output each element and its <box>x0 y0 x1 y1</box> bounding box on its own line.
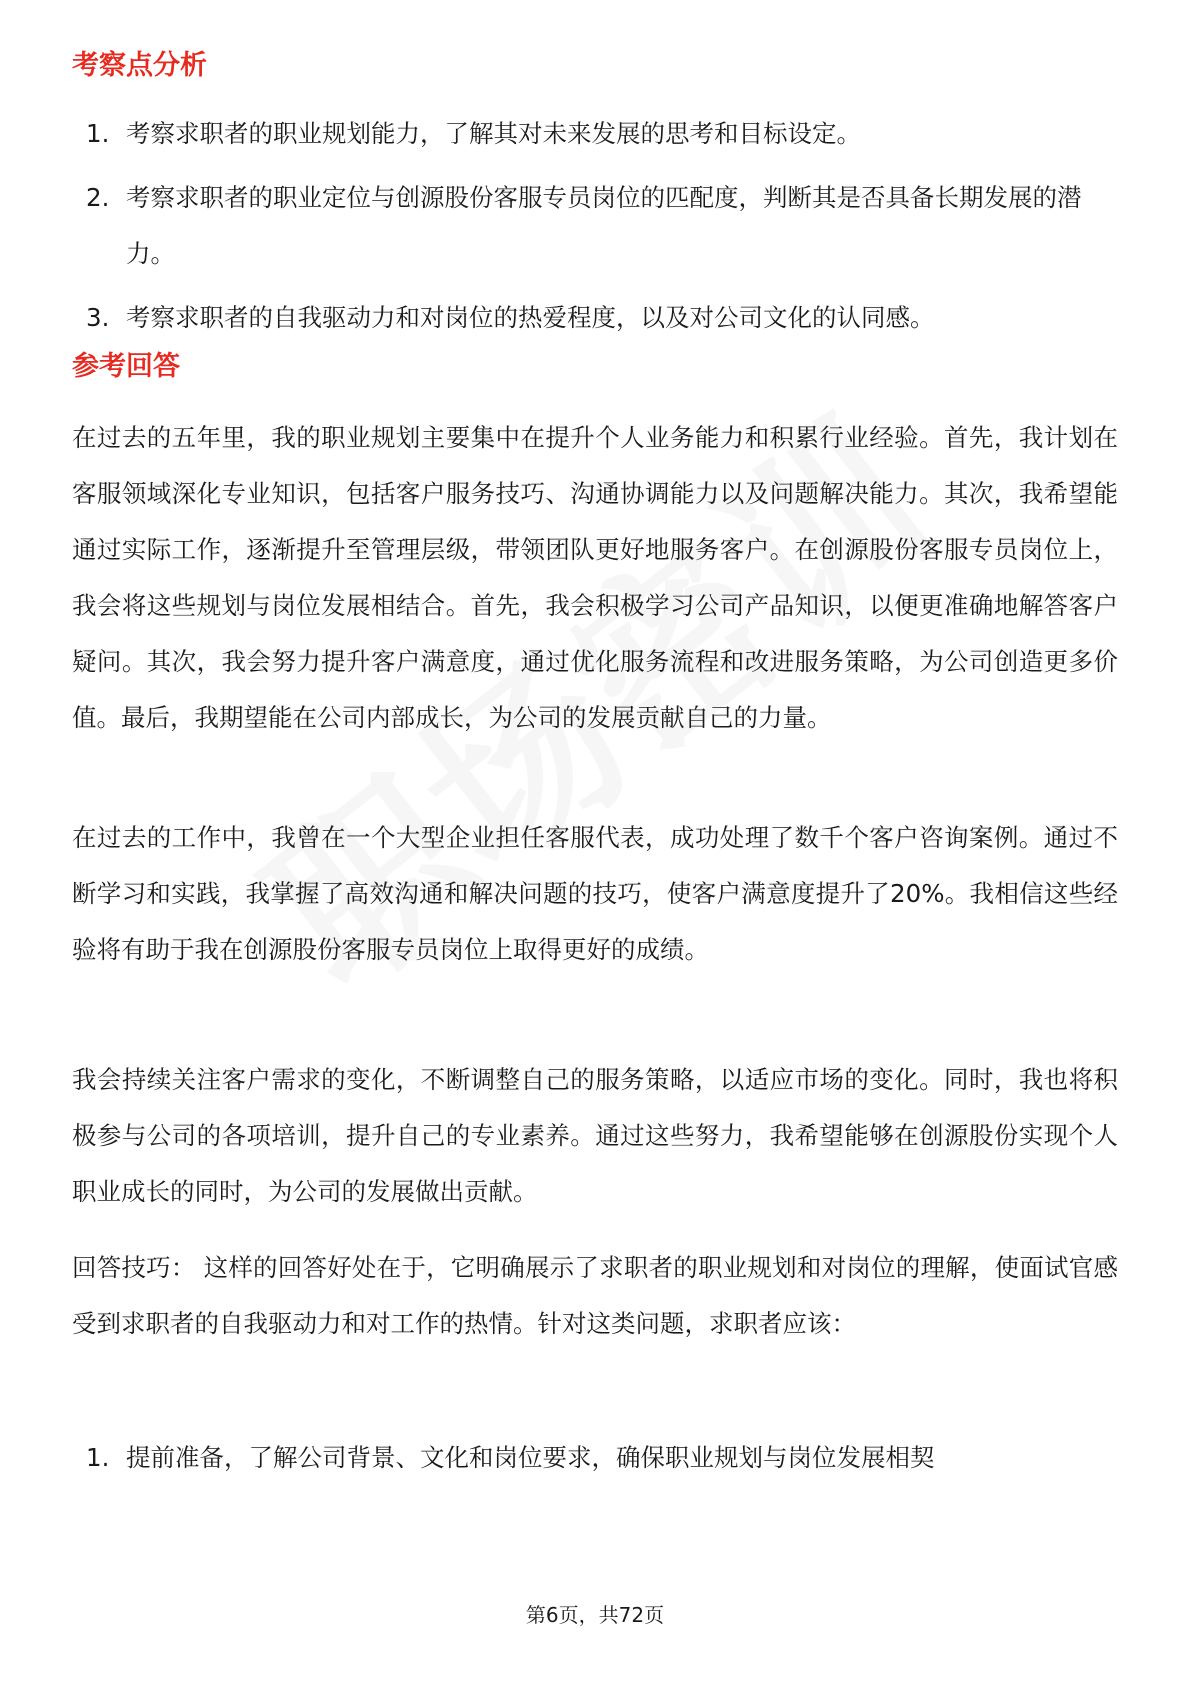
answer-paragraph-2: 在过去的工作中，我曾在一个大型企业担任客服代表，成功处理了数千个客户咨询案例。通过不断学习和实践，我掌握了高效沟通和解决问题的技巧，使客户满意度提升了20%。我相信这些经验将有助于我在创源股份客服专员岗位上取得更好的成绩。 <box>72 823 1118 964</box>
list-item <box>72 1430 1118 1486</box>
list-number: 2. <box>86 183 110 212</box>
list-number: 3. <box>86 303 110 332</box>
tips-list <box>72 1430 1118 1494</box>
answer-paragraph-1: 在过去的五年里，我的职业规划主要集中在提升个人业务能力和积累行业经验。首先，我计划在客服领域深化专业知识，包括客户服务技巧、沟通协调能力以及问题解决能力。其次，我希望能通过实际工作，逐渐提升至管理层级，带领团队更好地服务客户。在创源股份客服专员岗位上，我会将这些规划与岗位发展相结合。首先，我会积极学习公司产品知识，以便更准确地解答客户疑问。其次，我会努力提升客户满意度，通过优化服务流程和改进服务策略，为公司创造更多价值。最后，我期望能在公司内部成长，为公司的发展贡献自己的力量。 <box>72 423 1118 732</box>
answer-tips-paragraph: 回答技巧： 这样的回答好处在于，它明确展示了求职者的职业规划和对岗位的理解，使面试官感受到求职者的自我驱动力和对工作的热情。针对这类问题，求职者应该： <box>72 1253 1118 1338</box>
list-text: 考察求职者的职业定位与创源股份客服专员岗位的匹配度，判断其是否具备长期发展的潜力。 <box>126 183 1082 268</box>
list-number: 1. <box>86 119 110 148</box>
answer-paragraph-3: 我会持续关注客户需求的变化，不断调整自己的服务策略，以适应市场的变化。同时，我也将积极参与公司的各项培训，提升自己的专业素养。通过这些努力，我希望能够在创源股份实现个人职业成长的同时，为公司的发展做出贡献。 <box>72 1065 1118 1206</box>
list-item <box>72 290 1118 346</box>
list-text: 考察求职者的职业规划能力，了解其对未来发展的思考和目标设定。 <box>126 119 861 148</box>
list-item <box>72 106 1118 162</box>
analysis-list <box>72 106 1118 354</box>
page-footer: 第6页，共72页 <box>525 1603 665 1627</box>
list-text: 考察求职者的自我驱动力和对岗位的热爱程度，以及对公司文化的认同感。 <box>126 303 935 332</box>
list-text: 提前准备，了解公司背景、文化和岗位要求，确保职业规划与岗位发展相契 <box>126 1443 935 1472</box>
answer-heading: 参考回答 <box>72 351 180 382</box>
list-item <box>72 170 1118 282</box>
analysis-heading: 考察点分析 <box>72 50 207 81</box>
list-number: 1. <box>86 1443 110 1472</box>
